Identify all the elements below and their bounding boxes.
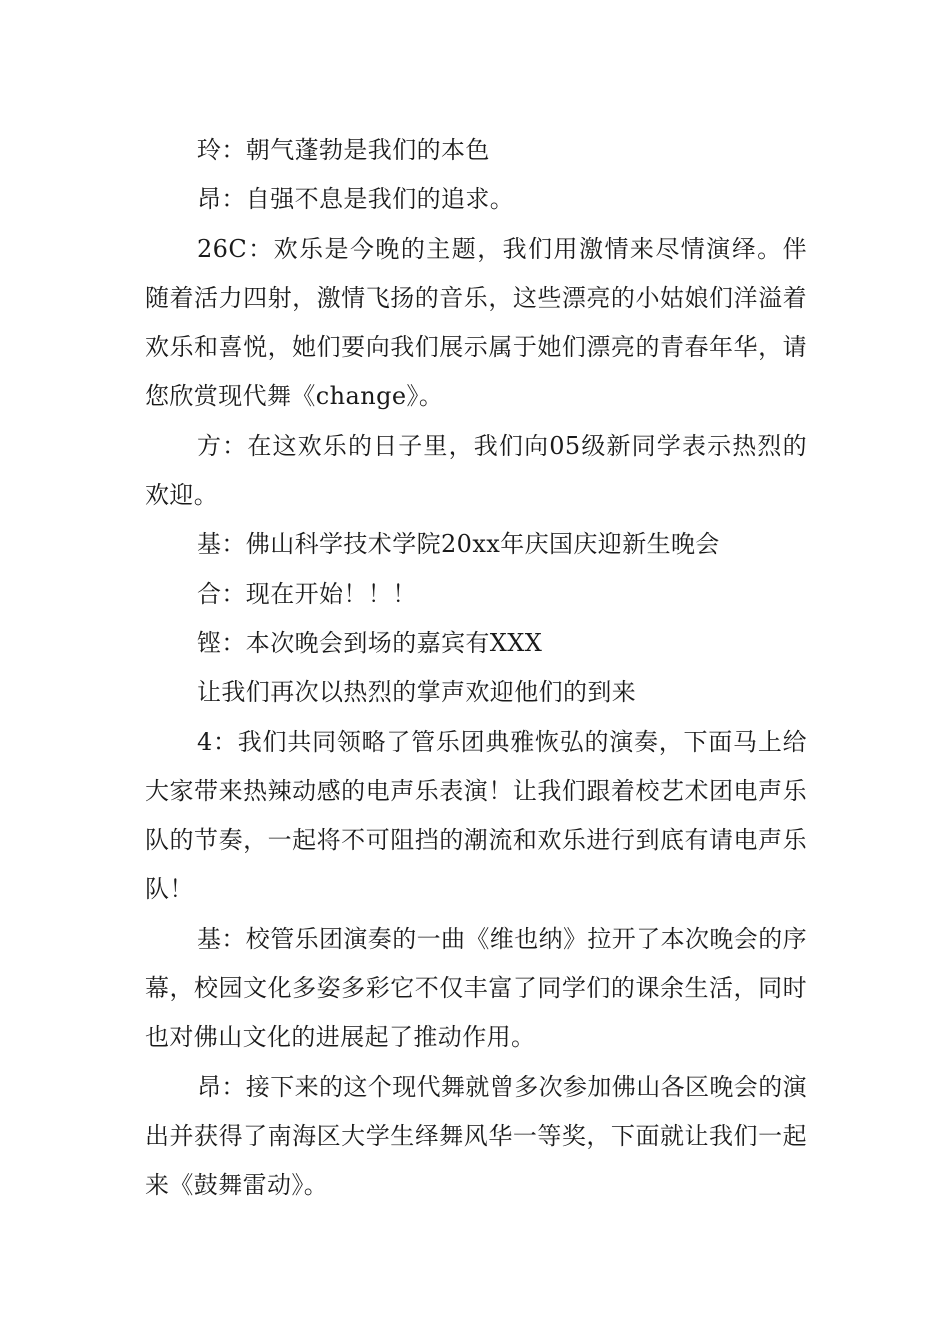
dialogue-paragraph-26c: 26C：欢乐是今晚的主题，我们用激情来尽情演绎。伴随着活力四射，激情飞扬的音乐，这些漂亮的小姑娘们洋溢着欢乐和喜悦，她们要向我们展示属于她们漂亮的青春年华，请您欣赏现代舞《change》。 <box>145 234 807 411</box>
dialogue-paragraph-ji-2: 基：校管乐团演奏的一曲《维也纳》拉开了本次晚会的序幕，校园文化多姿多彩它不仅丰富了同学们的课余生活，同时也对佛山文化的进展起了推动作用。 <box>145 924 807 1052</box>
dialogue-line-ang: 昂：自强不息是我们的追求。 <box>197 185 515 214</box>
dialogue-line-ling: 玲：朝气蓬勃是我们的本色 <box>197 136 490 164</box>
dialogue-line-ji: 基：佛山科学技术学院20xx年庆国庆迎新生晚会 <box>197 530 720 559</box>
dialogue-paragraph-fang: 方：在这欢乐的日子里，我们向05级新同学表示热烈的欢迎。 <box>145 431 807 510</box>
dialogue-paragraph-ang-2: 昂：接下来的这个现代舞就曾多次参加佛山各区晚会的演出并获得了南海区大学生绎舞风华一等奖，下面就让我们一起来《鼓舞雷动》。 <box>145 1072 807 1200</box>
dialogue-line-he: 合：现在开始！！！ <box>197 579 417 608</box>
dialogue-line-keng: 铿：本次晚会到场的嘉宾有XXX <box>197 628 543 657</box>
text-line-applause: 让我们再次以热烈的掌声欢迎他们的到来 <box>197 678 637 707</box>
dialogue-paragraph-4: 4：我们共同领略了管乐团典雅恢弘的演奏，下面马上给大家带来热辣动感的电声乐表演！让我们跟着校艺术团电声乐队的节奏，一起将不可阻挡的潮流和欢乐进行到底有请电声乐队！ <box>145 727 807 904</box>
document-body <box>145 126 807 1211</box>
